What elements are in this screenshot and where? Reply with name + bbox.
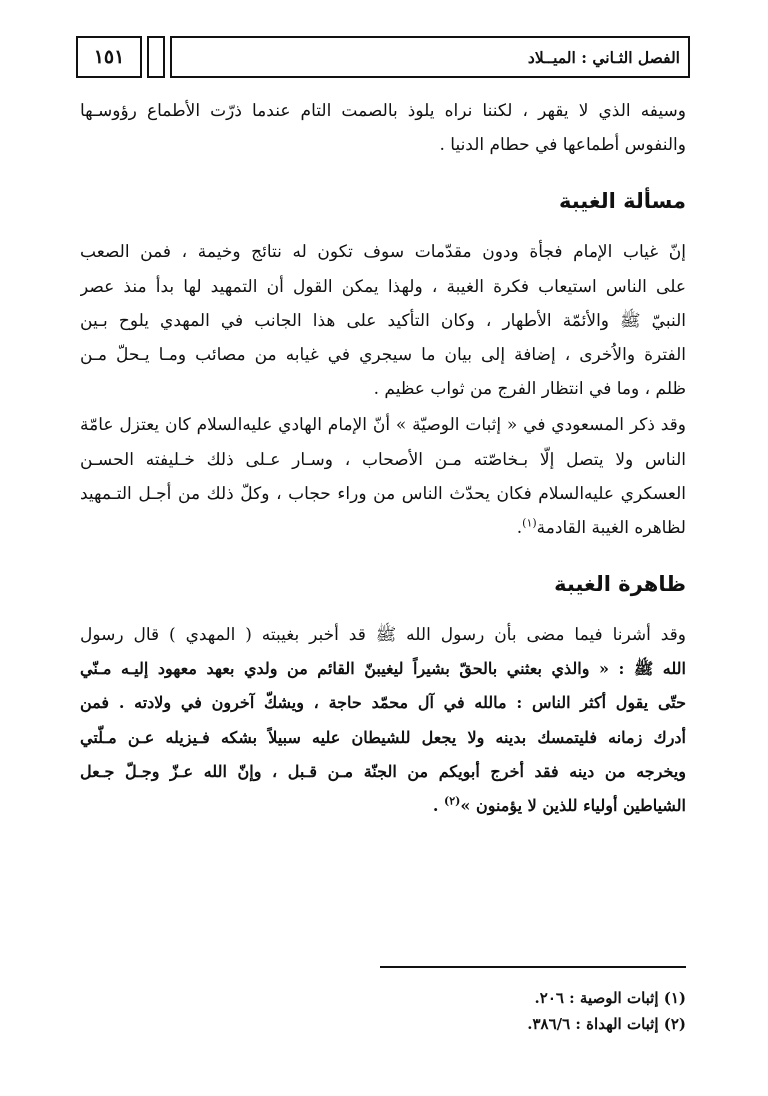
text-fragment: لظاهره الغيبة القادمة xyxy=(536,517,686,538)
text-line: والنفوس أطماعها في حطام الدنيا . xyxy=(439,135,686,156)
quote-line: ويخرجه من دينه فقد أخرج أبويكم من الجنّة مـن قـبل ، وإنّ الله عـزّ وجـلّ جـعل xyxy=(80,761,686,781)
header-divider xyxy=(147,36,165,78)
footnote-ref-1[interactable]: (١) xyxy=(522,516,537,530)
section-heading-ghayba-phenomenon: ظاهرة الغيبة xyxy=(554,572,686,597)
chapter-title: الفصل الثـاني : الميــلاد xyxy=(170,36,690,78)
text-line: النبيّ ﷺ والأئمّة الأطهار ، وكان التأكيد على هذا الجانب في المهدي يلوح بـين xyxy=(80,310,686,331)
text-line: وقد ذكر المسعودي في « إثبات الوصيّة » أنّ الإمام الهادي عليه‌السلام كان يعتزل عامّة xyxy=(80,415,686,436)
footnotes xyxy=(286,985,686,1037)
text-line: الفترة والاُخرى ، إضافة إلى بيان ما سيجري في غيابه من مصائب ومـا يـحلّ مـن xyxy=(80,344,686,365)
quote-line: أدرك زمانه فليتمسك بدينه ولا يجعل للشيطان عليه سبيلاً بشكه فـيزيله عـن مـلّتي xyxy=(80,727,686,747)
text-line: وقد أشرنا فيما مضى بأن رسول الله ﷺ قد أخبر بغيبته ( المهدي ) قال رسول xyxy=(80,625,686,646)
quote-line: حتّى يقول أكثر الناس : مالله في آل محمّد حاجة ، ويشكّ آخرون في ولادته . فمن xyxy=(80,693,686,713)
quote-line: الشياطين أولياء للذين لا يؤمنون »$^{(٢)}$ . xyxy=(432,794,686,815)
text-line: العسكري عليه‌السلام فكان يحدّث الناس من وراء حجاب ، وكلّ ذلك من أجـل التـمهيد xyxy=(80,483,686,504)
footnote-1: (١) إثبات الوصية : ٢٠٦. xyxy=(534,989,686,1007)
text-line: الناس ولا يتصل إلّا بـخاصّته مـن الأصحاب ، وسـار عـلى ذلك خـليفته الحسـن xyxy=(80,449,686,470)
page-header xyxy=(76,36,690,80)
main-text xyxy=(80,94,686,823)
quote-line: الله ﷺ : « والذي بعثني بالحقّ بشيراً ليغيبنّ القائم من ولدي بعهد معهود إليـه مـنّي xyxy=(80,659,686,679)
text-line: وسيفه الذي لا يقهر ، لكننا نراه يلوذ بالصمت التام عندما ذرّت الأطماع رؤوسـها xyxy=(80,101,686,121)
footnote-separator xyxy=(380,966,686,968)
text-line: لظاهره الغيبة القادمة$^{(١)}$. xyxy=(516,516,686,538)
text-line: إنّ غياب الإمام فجأة ودون مقدّمات سوف تكون له نتائج وخيمة ، فمن الصعب xyxy=(80,242,686,263)
text-line: ظلم ، وما في انتظار الفرج من ثواب عظيم . xyxy=(373,379,686,400)
footnote-2: (٢) إثبات الهداة : ٣٨٦/٦. xyxy=(527,1015,686,1033)
text-fragment: الشياطين أولياء للذين لا يؤمنون » xyxy=(460,796,686,815)
text-line: على الناس استيعاب فكرة الغيبة ، ولهذا يمكن القول أن التمهيد لها بدأ منذ عصر xyxy=(80,276,686,297)
section-heading-ghayba-issue: مسألة الغيبة xyxy=(558,189,686,214)
footnote-ref-2[interactable]: (٢) xyxy=(444,794,461,808)
page-number: ١٥١ xyxy=(76,36,142,78)
